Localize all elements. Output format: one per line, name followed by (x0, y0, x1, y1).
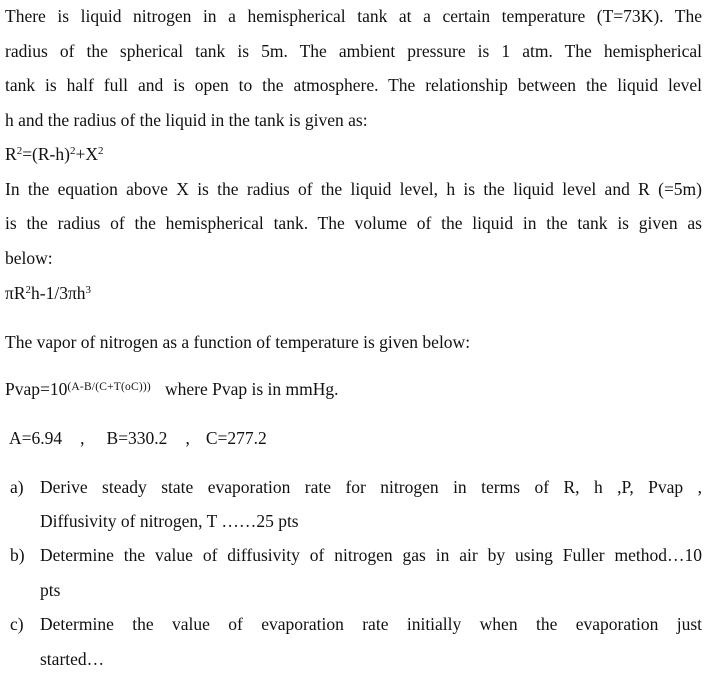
question-b-letter: b) (10, 545, 25, 565)
eq2-sup-1: 2 (25, 283, 32, 296)
question-b-line-2: pts (40, 580, 61, 600)
eq1-part-1: R (5, 144, 17, 164)
question-a-line-1: Derive steady state evaporation rate for nitrogen in terms of R, h ,P, Pvap , (40, 477, 702, 497)
pvap-base: Pvap=10 (5, 379, 68, 399)
pvap-suffix: where Pvap is in mmHg. (164, 379, 339, 399)
pvap-exponent: (A-B/(C+T(oC))) (67, 380, 151, 393)
eq1-part-3: +X (75, 144, 98, 164)
constant-separator-1: , (80, 428, 85, 448)
constant-b: B=330.2 (106, 428, 168, 448)
question-b-line-1: Determine the value of diffusivity of nitrogen gas in air by using Fuller method…10 (40, 545, 702, 565)
explanation-line-1: In the equation above X is the radius of the liquid level, h is the liquid level and R (=5m) (5, 179, 702, 199)
eq1-sup-2: 2 (69, 144, 76, 157)
equation-pvap (5, 379, 339, 400)
question-c-letter: c) (10, 614, 24, 634)
eq2-part-1: πR (5, 283, 26, 303)
constant-a: A=6.94 (9, 428, 63, 448)
eq1-sup-3: 2 (97, 144, 104, 157)
constant-c: C=277.2 (205, 428, 267, 448)
intro-line-2: radius of the spherical tank is 5m. The ambient pressure is 1 atm. The hemispherical (5, 41, 702, 61)
equation-radius-relation (5, 144, 103, 165)
intro-line-4: h and the radius of the liquid in the tank is given as: (5, 110, 368, 130)
eq2-part-2: h-1/3πh (31, 283, 86, 303)
eq1-part-2: =(R-h) (22, 144, 70, 164)
vapor-intro: The vapor of nitrogen as a function of temperature is given below: (5, 332, 471, 352)
eq1-sup-1: 2 (16, 144, 23, 157)
question-a-line-2: Diffusivity of nitrogen, T ……25 pts (40, 511, 299, 531)
question-a-letter: a) (10, 477, 24, 497)
constant-separator-2: , (185, 428, 190, 448)
question-c-line-1: Determine the value of evaporation rate initially when the evaporation just (40, 614, 702, 634)
explanation-line-3: below: (5, 248, 53, 268)
explanation-line-2: is the radius of the hemispherical tank. The volume of the liquid in the tank is given as (5, 213, 702, 233)
intro-line-3: tank is half full and is open to the atmosphere. The relationship between the liquid level (5, 75, 702, 95)
constants-row (9, 428, 267, 449)
intro-line-1: There is liquid nitrogen in a hemispherical tank at a certain temperature (T=73K). The (5, 6, 702, 26)
question-c-line-2: started… (40, 649, 105, 669)
eq2-sup-2: 3 (85, 283, 92, 296)
equation-volume (5, 283, 91, 304)
